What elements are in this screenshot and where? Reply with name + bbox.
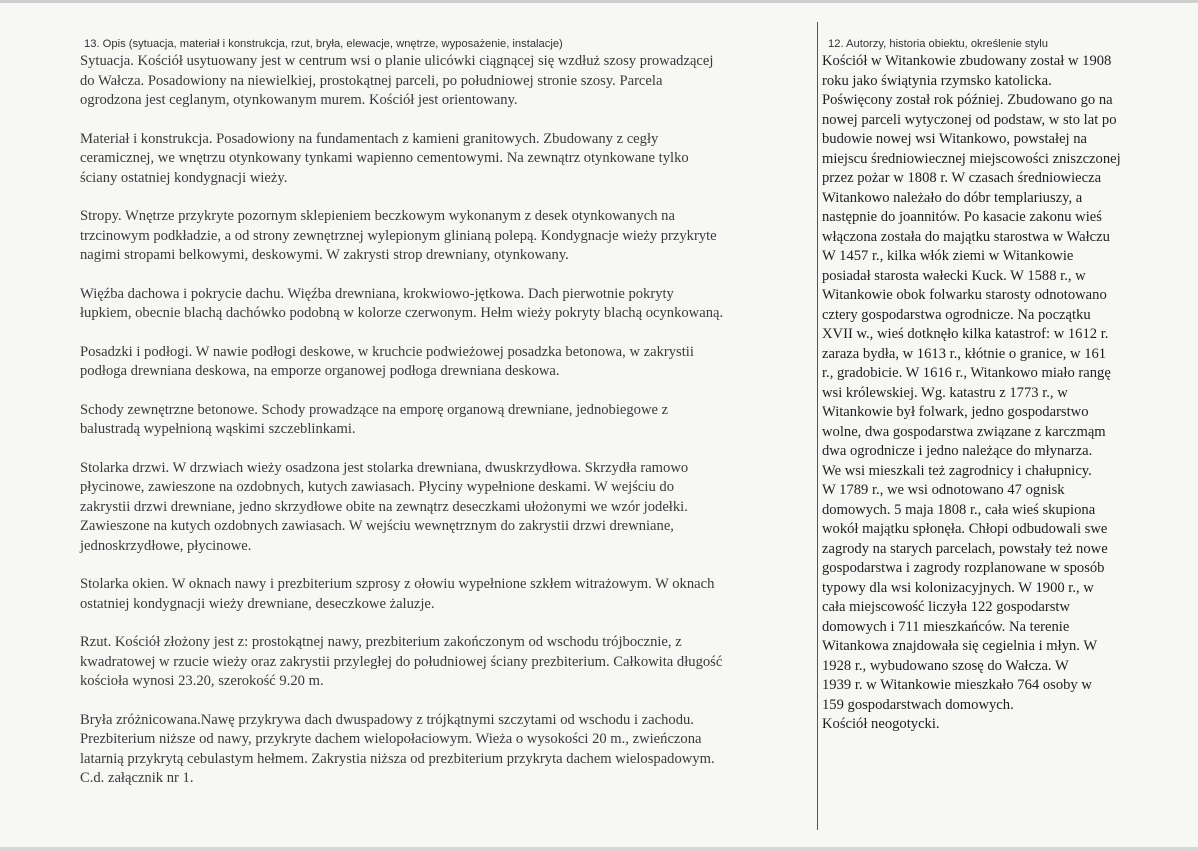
description-column (80, 38, 815, 808)
description-line: ceramicznej, we wnętrzu otynkowany tynkami wapienno cementowymi. Na zewnątrz otynkowane tylko (80, 150, 689, 166)
history-line: posiadał starosta wałecki Kuck. W 1588 r., w (822, 267, 1086, 284)
description-line: kościoła wynosi 23.20, szerokość 9.20 m. (80, 673, 324, 689)
description-line: zakrystii drzwi drewniane, jedno skrzydłowe obite na zewnątrz deseczkami ułożonymi we wzór jodełki. (80, 498, 688, 515)
history-line: zaraza bydła, w 1613 r., kłótnie o granice, w 161 (822, 345, 1107, 362)
history-line: przez pożar w 1808 r. W czasach średniowiecza (822, 170, 1102, 186)
description-paragraph (80, 52, 815, 111)
history-line: następnie do joannitów. Po kasacie zakonu wieś (822, 209, 1102, 225)
history-line: Kościół neogotycki. (822, 716, 940, 732)
history-line: W 1457 r., kilka włók ziemi w Witankowie (822, 248, 1074, 264)
history-column (822, 38, 1162, 735)
history-line: cztery gospodarstwa ogrodnicze. Na początku (822, 306, 1091, 323)
history-line: XVII w., wieś dotknęło kilka katastrof: w 1612 r. (822, 326, 1109, 342)
history-line: 1939 r. w Witankowie mieszkało 764 osoby w (822, 677, 1092, 693)
description-paragraph (80, 343, 815, 382)
description-paragraph (80, 285, 815, 324)
description-line: Stolarka drzwi. W drzwiach wieży osadzona jest stolarka drewniana, dwuskrzydłowa. Skrzydła ramowo (80, 459, 689, 476)
history-line: Witankowie był folwark, jedno gospodarstwo (822, 404, 1089, 420)
sheet-edge-top (0, 0, 1198, 3)
history-line: We wsi mieszkali też zagrodnicy i chałupnicy. (822, 462, 1092, 479)
description-line: ogrodzona jest ceglanym, otynkowanym murem. Kościół jest orientowany. (80, 92, 518, 108)
history-line: domowych. 5 maja 1808 r., cała wieś skupiona (822, 501, 1096, 518)
description-paragraph (80, 207, 815, 266)
description-line: trzcinowym podkładzie, a od strony zewnętrznej wylepionym glinianą polepą. Kondygnacje wieży przykryte (80, 227, 717, 244)
history-line: Poświęcony został rok później. Zbudowano go na (822, 92, 1113, 108)
history-line: Witankowa znajdowała się cegielnia i młyn. W (822, 638, 1098, 654)
description-body (80, 52, 815, 789)
description-line: Prezbiterium niższe od nawy, przykryte dachem wielopołaciowym. Wieża o wysokości 20 m., zwieńczona (80, 731, 702, 747)
description-paragraph (80, 633, 815, 692)
history-line: nowej parceli wytyczonej od podstaw, w sto lat po (822, 111, 1117, 128)
column-divider (817, 22, 818, 830)
description-paragraph (80, 130, 815, 189)
history-heading: 12. Autorzy, historia obiektu, określenie stylu (828, 38, 1048, 50)
history-line: Witankowie obok folwarku starosty odnotowano (822, 287, 1107, 303)
history-line: typowy dla wsi kolonizacyjnych. W 1900 r., w (822, 579, 1094, 596)
description-line: kwadratowej w rzucie wieży oraz zakrystii przyległej do południowej ściany prezbiterium. Całkowita długość (80, 653, 723, 670)
description-line: ostatniej kondygnacji wieży drewniane, deseczkowe żaluzje. (80, 595, 435, 612)
history-line: włączona została do majątku starostwa w Wałczu (822, 228, 1110, 245)
description-line: podłoga drewniana deskowa, na emporze organowej podłoga drewniana deskowa. (80, 363, 560, 379)
history-line: 1928 r., wybudowano szosę do Wałcza. W (822, 657, 1069, 674)
history-line: Kościół w Witankowie zbudowany został w 1908 (822, 53, 1112, 69)
description-line: Więźba dachowa i pokrycie dachu. Więźba drewniana, krokwiowo-jętkowa. Dach pierwotnie pokryty (80, 285, 674, 302)
description-line: Stropy. Wnętrze przykryte pozornym sklepieniem beczkowym wykonanym z desek otynkowanych na (80, 208, 675, 224)
description-line: ściany ostatniej kondygnacji wieży. (80, 169, 288, 186)
description-paragraph (80, 711, 815, 789)
description-line: do Wałcza. Posadowiony na niewielkiej, prostokątnej parceli, po południowej stronie szosy. Parcela (80, 72, 663, 89)
description-line: Schody zewnętrzne betonowe. Schody prowadzące na emporę organową drewniane, jednobiegowe z (80, 401, 669, 418)
history-line: r., gradobicie. W 1616 r., Witankowo miało rangę (822, 365, 1111, 381)
history-line: cała miejscowość liczyła 122 gospodarstw (822, 599, 1071, 615)
description-line: płycinowe, zawieszone na ozdobnych, kutych zawiasach. Płyciny wypełnione deskami. W wejściu do (80, 479, 674, 495)
sheet-edge-bottom (0, 847, 1198, 851)
description-line: balustradą wypełnioną wąskimi szczeblinkami. (80, 421, 356, 437)
description-line: nagimi stropami belkowymi, deskowymi. W zakrysti strop drewniany, otynkowany. (80, 247, 569, 263)
description-line: C.d. załącznik nr 1. (80, 770, 194, 786)
history-body (822, 52, 1162, 735)
history-line: miejscu średniowiecznej miejscowości zniszczonej (822, 150, 1121, 167)
history-line: dwa ogrodnicze i jedno należące do młynarza. (822, 443, 1093, 459)
description-line: Rzut. Kościół złożony jest z: prostokątnej nawy, prezbiterium zakończonym od wschodu trójbocznie, z (80, 634, 682, 650)
description-line: łupkiem, obecnie blachą dachówko podobną w kolorze czerwonym. Hełm wieży pokryty blachą ocynkowaną. (80, 305, 724, 321)
description-paragraph (80, 459, 815, 557)
description-heading: 13. Opis (sytuacja, materiał i konstrukcja, rzut, bryła, elewacje, wnętrze, wyposażenie, instalacje) (84, 38, 563, 50)
history-line: wolne, dwa gospodarstwa związane z karczmąm (822, 423, 1106, 440)
description-line: Posadzki i podłogi. W nawie podłogi deskowe, w kruchcie podwieżowej posadzka betonowa, w zakrystii (80, 343, 694, 360)
description-line: latarnią przykrytą cebulastym hełmem. Zakrystia niższa od prezbiterium przykryta dachem wielospadowym. (80, 750, 715, 767)
description-line: Sytuacja. Kościół usytuowany jest w centrum wsi o planie ulicówki ciągnącej się wzdłuż szosy prowadzącej (80, 53, 714, 69)
history-line: roku jako świątynia rzymsko katolicka. (822, 72, 1052, 89)
history-line: W 1789 r., we wsi odnotowano 47 ognisk (822, 482, 1065, 498)
description-line: Bryła zróżnicowana.Nawę przykrywa dach dwuspadowy z trójkątnymi szczytami od wschodu i zachodu. (80, 711, 694, 728)
description-line: Materiał i konstrukcja. Posadowiony na fundamentach z kamieni granitowych. Zbudowany z cegły (80, 130, 659, 147)
history-line: 159 gospodarstwach domowych. (822, 696, 1014, 713)
description-line: Zawieszone na kutych ozdobnych zawiasach. W wejściu wewnętrznym do zakrystii drzwi drewniane, (80, 518, 674, 534)
description-line: Stolarka okien. W oknach nawy i prezbiterium szprosy z ołowiu wypełnione szkłem witrażowym. W oknach (80, 576, 715, 592)
history-line: domowych i 711 mieszkańców. Na terenie (822, 618, 1070, 635)
history-line: wsi królewskiej. Wg. katastru z 1773 r., w (822, 384, 1068, 401)
description-paragraph (80, 401, 815, 440)
history-line: Witankowo należało do dóbr templariuszy, a (822, 189, 1083, 206)
history-line: gospodarstwa i zagrody rozplanowane w sposób (822, 560, 1105, 576)
description-line: jednoskrzydłowe, płycinowe. (80, 537, 252, 554)
history-line: wokół majątku spłonęła. Chłopi odbudowali swe (822, 521, 1108, 537)
history-line: zagrody na starych parcelach, powstały też nowe (822, 540, 1108, 557)
history-line: budowie nowej wsi Witankowo, powstałej na (822, 131, 1088, 147)
description-paragraph (80, 575, 815, 614)
